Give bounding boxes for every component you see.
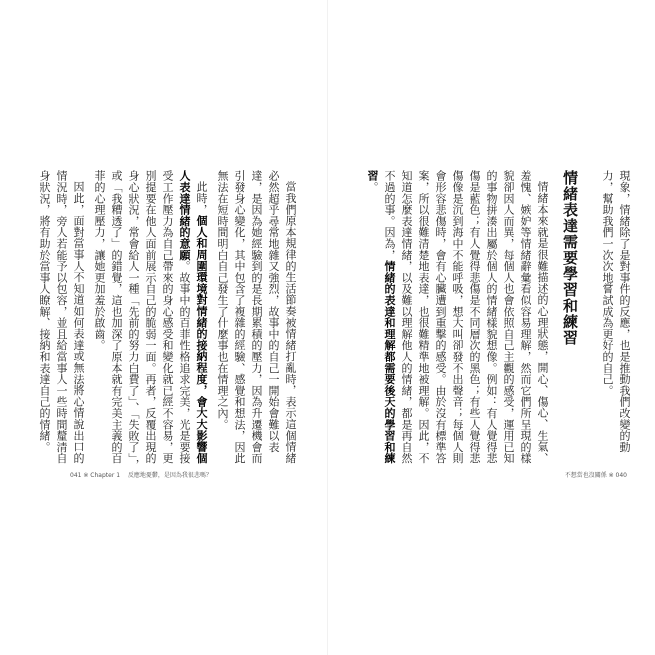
left-page xyxy=(0,0,327,655)
left-paragraph-1: 當我們原本規律的生活節奏被情緒打亂時，表示這個情緒必然超乎尋常地雜又強烈，故事中的自己一開始會難以表達，是因為她經驗到的是長期累積的壓力，因為升遷機會而引發身心變化，其中包含了複雜的經驗、感覺和想法，因此無法在短時間明白自己發生了什麼事也在情理之內。 xyxy=(216,170,297,464)
right-paragraph-1: 情緒本來就是很難描述的心理狀態，開心、傷心、生氣、羞愧、嫉妒等情緒辭彙看似容易理解，然而它們所呈現的樣貌卻因人而異，每個人也會依照自己主觀的感受，運用已知的事物拼湊出屬於個人的情緒樣貌想像。例如：有人覺得悲傷是藍色；有人覺得悲傷是不同層次的黑色；有些人覺得悲傷像是沉到海中不能呼吸，想大叫卻發不出聲音；每個人則會形容悲傷時，會有心臟遭到重擊的感受。由於沒有標準答案，所以很難清楚地表達，也很難精準地被理解。因此，不知道怎麼表達情緒，以及難以理解他人的情緒，都是再自然不過的事。因為，情緒的表達和理解都需要後天的學習和練習。 xyxy=(366,170,549,464)
left-paragraph-2-lead: 此時， xyxy=(195,181,208,215)
right-page-footer: 不想當也沒關係 ※ 040 xyxy=(564,472,627,479)
right-intro-paragraph: 現象，情緒除了是對事件的反應，也是推動我們改變的動力，幫助我們一次次地嘗試成為更好的自己。 xyxy=(601,170,631,453)
right-intro-text xyxy=(595,170,633,470)
right-paragraph-emphasis: 情緒的表達和理解都需要後天的學習和練習 xyxy=(366,170,396,464)
left-paragraph-2-emphasis: 個人和周圍環境對情緒的接納程度，會大大影響個人表達情緒的意願 xyxy=(178,170,208,464)
section-heading: 情緒表達需要學習和練習 xyxy=(561,170,579,346)
left-paragraph-3: 因此，面對當事人不知道如何表達或無法將心情說出口的情況時，旁人若能予以包容，並且給當事人一些時間釐清自身狀況，將有助於當事人瞭解、接納和表達自己的情緒。 xyxy=(38,170,85,464)
right-body-text xyxy=(360,170,551,470)
left-paragraph-2-rest: 。故事中的百菲性格追求完美，光是要接受工作壓力為自己帶來的身心感受和變化就已經不容易，更別提要在他人面前展示自己的脆弱一面。再者，反覆出現的身心狀況，常會給人一種「先前的努力白費了」、「失敗了」，或「我糟透了」的錯覺，這也加深了原本就有完美主義的百菲的心理壓力，讓她更加羞於啟齒。 xyxy=(93,170,191,470)
right-page xyxy=(328,0,655,655)
left-paragraph-2 xyxy=(91,170,210,470)
left-body-text xyxy=(32,170,299,470)
right-paragraph-end: 。 xyxy=(366,181,379,193)
left-page-footer: 041 ※ Chapter 1 反應地憂鬱，是因為我很悲嗎？ xyxy=(70,472,212,479)
